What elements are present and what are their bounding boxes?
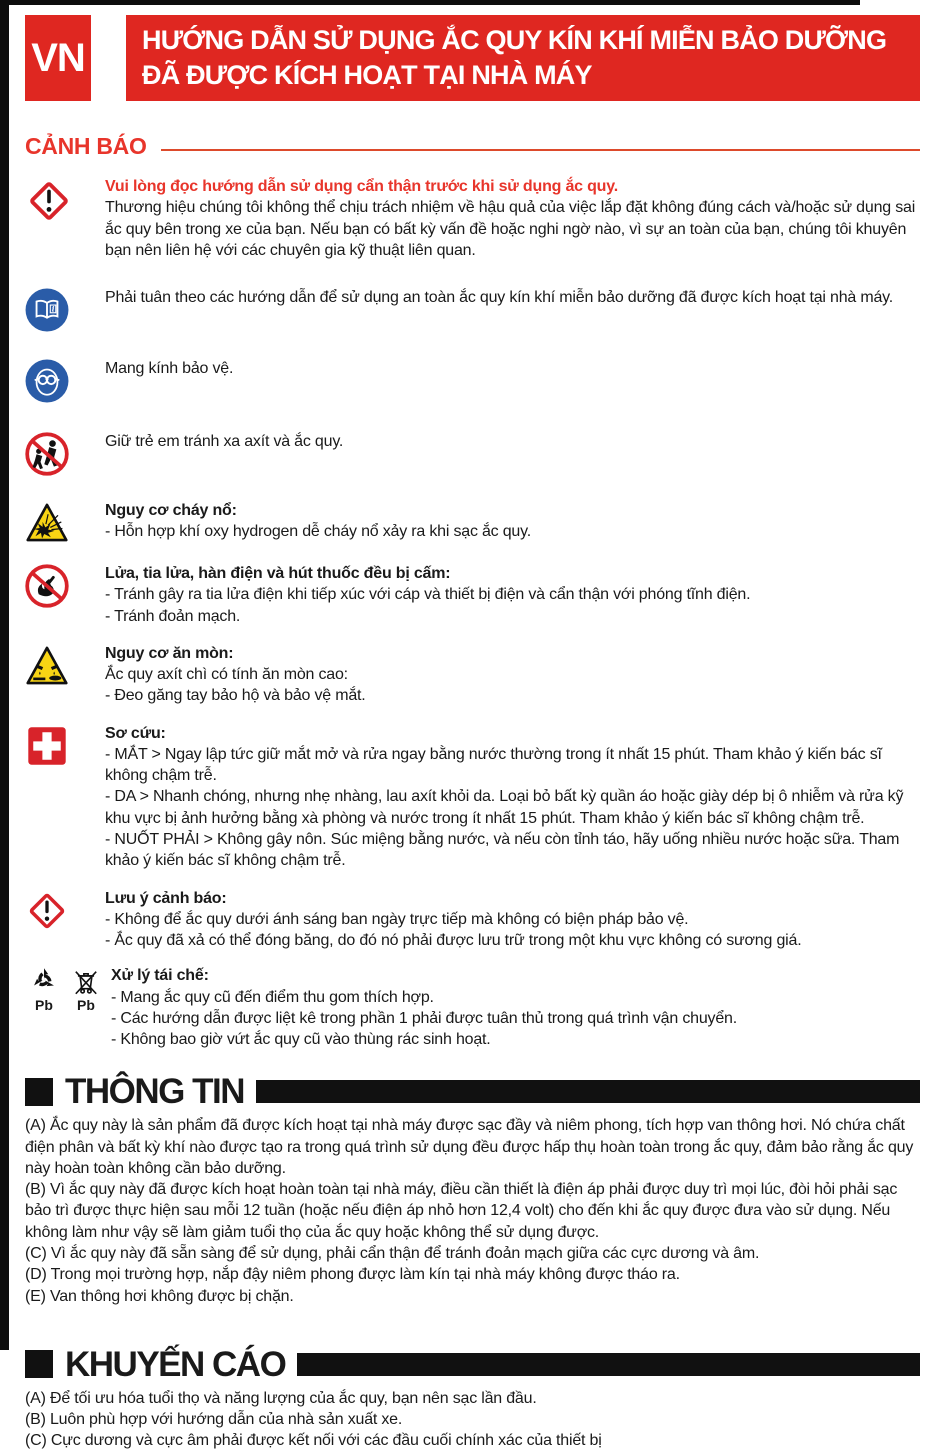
exclamation-diamond-icon	[25, 177, 73, 225]
language-badge: VN	[25, 15, 91, 101]
warning-item-explosion-hazard	[25, 500, 920, 545]
warning-item-title: Lưu ý cảnh báo:	[105, 889, 227, 907]
banner-bar	[256, 1080, 920, 1103]
no-children-icon	[25, 432, 69, 476]
recycling-symbol-icon	[27, 965, 61, 997]
warning-line: - NUỐT PHẢI > Không gây nôn. Súc miệng bằng nước, và nếu còn tỉnh táo, hãy uống nhiều nước hoặc sữa. Tham khảo ý kiến bác sĩ không chậm trễ.	[105, 830, 900, 870]
warning-line: - Đeo găng tay bảo hộ và bảo vệ mắt.	[105, 687, 366, 705]
warning-lead-sentence: Vui lòng đọc hướng dẫn sử dụng cẩn thận trước khi sử dụng ắc quy.	[105, 178, 619, 195]
info-paragraph-d: (D) Trong mọi trường hợp, nắp đậy niêm phong được làm kín tại nhà máy không được tháo ra.	[25, 1266, 680, 1284]
info-paragraph-b: (B) Vì ắc quy này đã được kích hoạt hoàn toàn tại nhà máy, điều cần thiết là điện áp phải được duy trì mọi lúc, đòi hỏi phải sạc bảo trì được thực hiện sau mỗi 12 tuần (hoặc nếu điện áp nhỏ hơn 12,4 volt) cho đến khi ắc quy được đưa vào sử dụng. Nếu không làm như vậy sẽ làm giảm tuổi thọ của ắc quy hoặc không thể sử dụng được.	[25, 1181, 898, 1241]
warning-item-title: Nguy cơ cháy nổ:	[105, 502, 237, 520]
warning-section-heading	[25, 133, 920, 160]
warning-body-text: Giữ trẻ em tránh xa axít và ắc quy.	[105, 433, 344, 451]
info-section-title: THÔNG TIN	[65, 1072, 244, 1112]
warning-item-title: Nguy cơ ăn mòn:	[105, 644, 234, 662]
eye-protection-icon	[25, 359, 69, 403]
advice-paragraph-a: (A) Để tối ưu hóa tuổi thọ và năng lượng của ắc quy, bạn nên sạc lần đầu.	[25, 1389, 537, 1407]
info-paragraph-a: (A) Ắc quy này là sản phẩm đã được kích hoạt tại nhà máy được sạc đầy và niêm phong, tích hợp van thông hơi. Nó chứa chất điện phân và bất kỳ khí nào được tạo ra trong quá trình sử dụng đều được hấp thụ hoàn toàn trong ắc quy, đảm bảo rằng ắc quy này hoàn toàn không cần bảo dưỡng.	[25, 1117, 914, 1177]
advice-paragraph-c: (C) Cực dương và cực âm phải được kết nối với các đầu cuối chính xác của thiết bị	[25, 1432, 602, 1450]
warning-line: - MẮT > Ngay lập tức giữ mắt mở và rửa ngay bằng nước thường trong ít nhất 15 phút. Tham khảo ý kiến bác sĩ không chậm trễ.	[105, 745, 882, 785]
warning-item-corrosion-hazard	[25, 643, 920, 707]
banner-square	[25, 1350, 53, 1378]
lead-symbol-label: Pb	[35, 997, 53, 1014]
warning-line: - Hỗn hợp khí oxy hydrogen dễ cháy nổ xảy ra khi sạc ắc quy.	[105, 523, 531, 541]
no-trash-bin-icon	[69, 965, 103, 997]
warning-heading-label: CẢNH BÁO	[25, 133, 147, 159]
warning-item-read-instructions	[25, 176, 920, 261]
scan-edge-left	[0, 0, 9, 1350]
warning-item-keep-children-away	[25, 431, 920, 476]
advice-section-banner	[25, 1344, 920, 1384]
warning-item-title: Lửa, tia lửa, hàn điện và hút thuốc đều bị cấm:	[105, 565, 451, 583]
advice-paragraph-b: (B) Luôn phù hợp với hướng dẫn của nhà sản xuất xe.	[25, 1411, 403, 1429]
warning-item-recycling	[25, 965, 920, 1050]
info-paragraph-e: (E) Van thông hơi không được bị chặn.	[25, 1287, 294, 1305]
warning-line: - DA > Nhanh chóng, nhưng nhẹ nhàng, lau axít khỏi da. Loại bỏ bất kỳ quần áo hoặc giày dép bị ô nhiễm và rửa kỹ khu vực bị ảnh hưởng bằng xà phòng và nước trong ít nhất 15 phút. Tham khảo ý kiến bác sĩ không chậm trễ.	[105, 788, 904, 827]
scan-edge-top	[0, 0, 860, 5]
page-title-line1: HƯỚNG DẪN SỬ DỤNG ẮC QUY KÍN KHÍ MIỄN BẢO DƯỠNG	[142, 24, 887, 55]
explosion-hazard-icon	[25, 501, 69, 545]
warning-body-text: Phải tuân theo các hướng dẫn để sử dụng an toàn ắc quy kín khí miễn bảo dưỡng đã được kích hoạt tại nhà máy.	[105, 289, 894, 307]
warning-body-text: Thương hiệu chúng tôi không thể chịu trách nhiệm về hậu quả của việc lắp đặt không đúng cách và/hoặc sử dụng sai ắc quy bên trong xe của bạn. Nếu bạn có bất kỳ vấn đề hoặc nghi ngờ nào, vì sự an toàn của bạn, chúng tôi khuyên bạn nên liên hệ với các chuyên gia kỹ thuật liên quan.	[105, 199, 916, 259]
exclamation-diamond-icon	[25, 889, 69, 933]
warning-item-no-fire	[25, 563, 920, 627]
page-title	[126, 15, 920, 101]
advice-section-title: KHUYẾN CÁO	[65, 1344, 286, 1384]
svg-text:i: i	[51, 304, 55, 314]
info-paragraph-c: (C) Vì ắc quy này đã sẵn sàng để sử dụng, phải cẩn thận để tránh đoản mạch giữa các cực dương và âm.	[25, 1244, 760, 1262]
corrosion-hazard-icon	[25, 644, 69, 688]
warning-line: - Các hướng dẫn được liệt kê trong phần 1 phải được tuân thủ trong quá trình vận chuyển.	[111, 1009, 737, 1027]
no-fire-icon	[25, 564, 69, 608]
warning-line: Ắc quy axít chì có tính ăn mòn cao:	[105, 666, 348, 684]
warning-item-title: Xử lý tái chế:	[111, 967, 209, 985]
first-aid-cross-icon	[25, 724, 69, 768]
warning-item-eye-protection	[25, 358, 920, 403]
warning-line: - Không để ắc quy dưới ánh sáng ban ngày trực tiếp mà không có biện pháp bảo vệ.	[105, 910, 689, 928]
warning-item-first-aid	[25, 723, 920, 872]
warning-body-text: Mang kính bảo vệ.	[105, 360, 234, 378]
warning-heading-rule	[161, 149, 920, 151]
warning-line: - Tránh gây ra tia lửa điện khi tiếp xúc với cáp và thiết bị điện và cẩn thận với phóng tĩnh điện.	[105, 586, 751, 604]
header	[25, 15, 920, 101]
warning-line: - Không bao giờ vứt ắc quy cũ vào thùng rác sinh hoạt.	[111, 1031, 491, 1049]
warning-line: - Tránh đoản mạch.	[105, 607, 241, 625]
info-section-banner	[25, 1072, 920, 1112]
manual-book-icon	[25, 288, 69, 332]
banner-bar	[297, 1353, 920, 1376]
warning-item-title: Sơ cứu:	[105, 724, 166, 742]
warning-item-caution-notes	[25, 888, 920, 952]
warning-line: - Mang ắc quy cũ đến điểm thu gom thích hợp.	[111, 988, 434, 1006]
lead-symbol-label: Pb	[77, 997, 95, 1014]
page-title-line2: ĐÃ ĐƯỢC KÍCH HOẠT TẠI NHÀ MÁY	[142, 60, 592, 90]
warning-item-follow-manual	[25, 287, 920, 332]
banner-square	[25, 1078, 53, 1106]
warning-line: - Ắc quy đã xả có thể đóng băng, do đó nó phải được lưu trữ trong một khu vực không có sương giá.	[105, 932, 802, 950]
